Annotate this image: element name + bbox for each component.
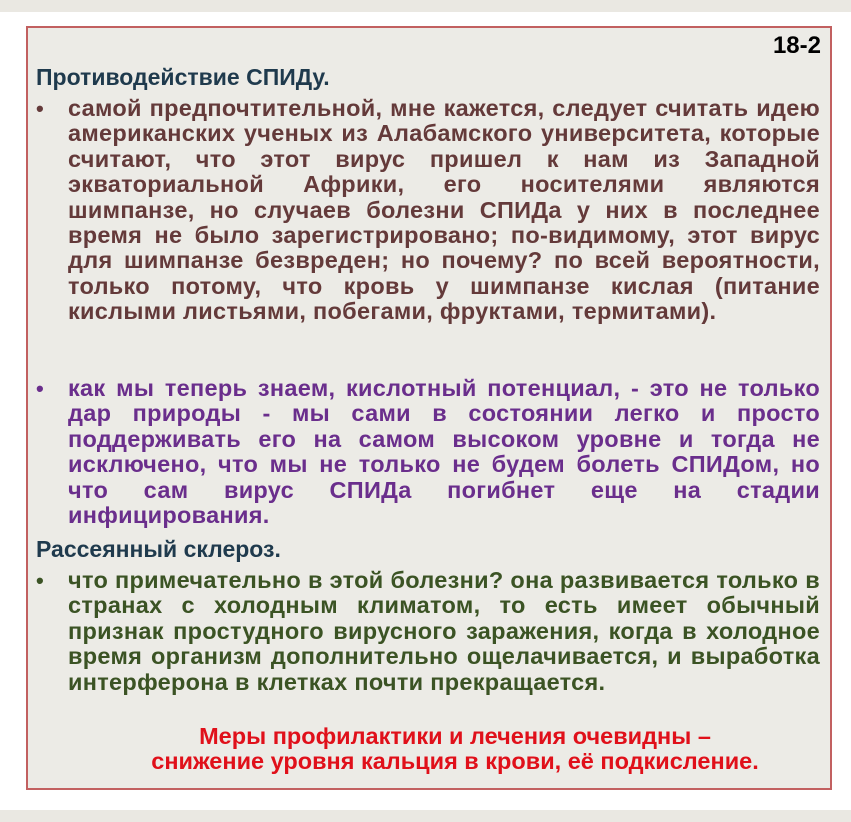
bullet-item-aids-1 bbox=[36, 96, 820, 325]
bullet-text: что примечательно в этой болезни? она развивается только в странах с холодным климатом, то есть имеет обычный признак простудного вирусного заражения, когда в холодное время организм дополнительно ощелачивается, и выработка интерферона в клетках почти прекращается. bbox=[68, 567, 820, 695]
bullet-text: самой предпочтительной, мне кажется, следует считать идею американских ученых из Алабамского университета, которые считают, что этот вирус пришел к нам из Западной экваториальной Африки, его носителями являются шимпанзе, но случаев болезни СПИДа у них в последнее время не было зарегистрировано; по-видимому, этот вирус для шимпанзе безвреден; но почему? по всей вероятности, только потому, что кровь у шимпанзе кислая (питание кислыми листьями, побегами, фруктами, термитами). bbox=[68, 95, 820, 325]
conclusion-text bbox=[60, 724, 850, 775]
bullet-text: как мы теперь знаем, кислотный потенциал, - это не только дар природы - мы сами в состоянии легко и просто поддерживать его на самом высоком уровне и тогда не исключено, что мы не только не будем болеть СПИДом, но что сам вирус СПИДа погибнет еще на стадии инфицирования. bbox=[68, 375, 820, 529]
slide-number: 18-2 bbox=[772, 32, 821, 59]
bullet-marker: • bbox=[36, 376, 44, 401]
bottom-stripe bbox=[0, 810, 851, 822]
section-heading-aids: Противодействие СПИДу. bbox=[36, 64, 330, 90]
bullet-marker: • bbox=[36, 568, 44, 593]
conclusion-line-2: снижение уровня кальция в крови, её подкисление. bbox=[151, 748, 759, 775]
section-heading-sclerosis: Рассеянный склероз. bbox=[36, 536, 281, 562]
bullet-marker: • bbox=[36, 96, 44, 121]
bullet-item-aids-2 bbox=[36, 376, 820, 528]
bullet-item-sclerosis-1 bbox=[36, 568, 820, 695]
conclusion-line-1: Меры профилактики и лечения очевидны – bbox=[199, 723, 711, 749]
top-stripe bbox=[0, 0, 851, 12]
